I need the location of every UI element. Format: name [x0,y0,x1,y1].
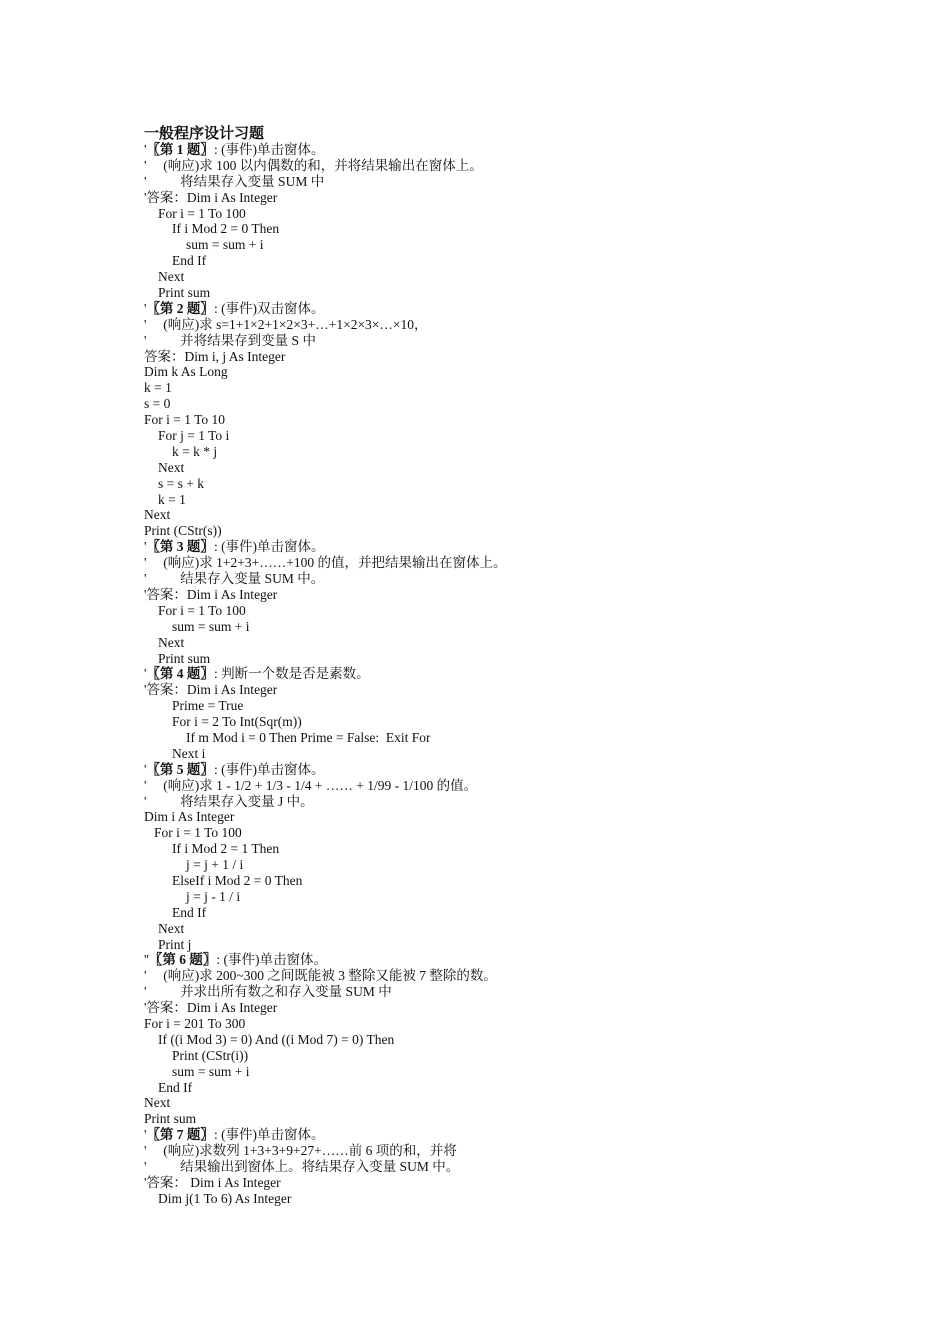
document-line [144,158,864,174]
line-text: ' 将结果存入变量 J 中。 [144,793,314,809]
document-lines [144,142,864,1207]
document-line [144,301,864,317]
line-text: ' 并将结果存到变量 S 中 [144,332,316,348]
line-text: s = 0 [144,396,171,412]
document-line [144,380,864,396]
line-text: s = s + k [158,475,204,491]
document-line [144,937,864,953]
line-text: k = k * j [172,443,218,459]
question-number: 〖第 3 题〗 [146,539,214,555]
line-text: Dim i As Integer [144,809,235,825]
document-line [144,555,864,571]
document-line [144,507,864,523]
document-line [144,1111,864,1127]
line-prefix: ' [144,1127,147,1143]
document-line [144,682,864,698]
line-text: Print (CStr(i)) [172,1047,249,1063]
document-line [144,794,864,810]
document-line [144,333,864,349]
question-number: 〖第 6 题〗 [148,952,217,968]
line-prefix: ' [144,142,147,157]
document-line [144,635,864,651]
document-line [144,698,864,714]
document-line [144,237,864,253]
line-text: For i = 201 To 300 [144,1015,246,1031]
line-text: Print (CStr(s)) [144,523,222,539]
document-title: 一般程序设计习题 [144,124,265,142]
document-line [144,492,864,508]
line-text: For i = 2 To Int(Sqr(m)) [172,714,302,730]
question-number: 〖第 2 题〗 [146,300,214,316]
document-line [144,1143,864,1159]
document-line [144,174,864,190]
question-number: 〖第 4 题〗 [146,666,214,682]
document-line [144,1032,864,1048]
document-line [144,841,864,857]
document-line [144,1175,864,1191]
document-line [144,253,864,269]
document-line [144,651,864,667]
line-text: : 判断一个数是否是素数。 [213,666,370,682]
line-text: Print sum [158,285,211,301]
document-line [144,952,864,968]
line-text: If i Mod 2 = 0 Then [172,221,280,237]
line-text: Next [158,920,185,936]
line-text: ' 结果输出到窗体上。将结果存入变量 SUM 中。 [144,1159,460,1174]
document-line [144,1016,864,1032]
line-text: sum = sum + i [172,1063,250,1079]
line-text: For i = 1 To 100 [158,205,246,221]
line-text: If m Mod i = 0 Then Prime = False: Exit For [186,729,431,745]
line-text: '答案：Dim i As Integer [144,1000,278,1016]
document-line [144,539,864,555]
document-line [144,968,864,984]
document-line [144,412,864,428]
document-content [144,124,864,1207]
line-text: ' (响应)求 1+2+3+……+100 的值，并把结果输出在窗体上。 [144,555,507,571]
line-prefix: '' [144,952,149,968]
document-line [144,142,864,158]
line-text: ElseIf i Mod 2 = 0 Then [172,872,303,888]
document-line [144,1000,864,1016]
line-text: ' (响应)求 200~300 之间既能被 3 整除又能被 7 整除的数。 [144,968,497,984]
document-line [144,190,864,206]
line-text: '答案：Dim i As Integer [144,586,278,602]
line-text: Next [158,634,185,650]
line-text: Print sum [158,650,211,666]
line-text: Next [144,507,171,523]
line-text: For i = 1 To 100 [158,602,246,618]
document-line [144,921,864,937]
line-text: : (事件)单击窗体。 [213,539,325,555]
document-line [144,809,864,825]
document-line [144,587,864,603]
document-line [144,873,864,889]
document-line [144,523,864,539]
document-line [144,1191,864,1207]
document-line [144,571,864,587]
document-line [144,1064,864,1080]
line-text: Dim k As Long [144,364,228,380]
document-line [144,206,864,222]
line-prefix: ' [144,761,147,777]
line-text: Next [144,1095,171,1111]
document-line [144,905,864,921]
document-line [144,285,864,301]
line-text: Next [158,459,185,475]
document-line [144,762,864,778]
line-prefix: ' [144,666,147,682]
document-line [144,317,864,333]
line-text: ' 并求出所有数之和存入变量 SUM 中 [144,984,392,1000]
line-text: : (事件)单击窗体。 [213,142,325,157]
document-line [144,428,864,444]
document-line [144,857,864,873]
line-text: '答案：Dim i As Integer [144,189,278,205]
document-line [144,825,864,841]
line-text: Print sum [144,1111,197,1127]
line-text: : (事件)双击窗体。 [213,300,325,316]
line-text: k = 1 [158,491,186,507]
line-text: ' (响应)求 100 以内偶数的和，并将结果输出在窗体上。 [144,157,483,173]
line-text: j = j + 1 / i [186,857,244,873]
line-text: k = 1 [144,380,172,396]
document-line [144,1159,864,1175]
document-line [144,269,864,285]
line-text: ' (响应)求 1 - 1/2 + 1/3 - 1/4 + …… + 1/99 - 1/100 的值。 [144,777,478,793]
document-line [144,603,864,619]
document-line [144,889,864,905]
line-text: For j = 1 To i [158,428,230,444]
line-text: Prime = True [172,698,244,714]
document-line [144,730,864,746]
line-text: Next i [172,745,206,761]
document-line [144,396,864,412]
line-text: 答案：Dim i, j As Integer [144,348,286,364]
document-line [144,778,864,794]
question-number: 〖第 5 题〗 [146,761,214,777]
line-text: sum = sum + i [172,618,250,634]
line-text: For i = 1 To 10 [144,412,226,428]
line-text: '答案：Dim i As Integer [144,682,278,698]
line-text: j = j - 1 / i [186,888,241,904]
document-line [144,746,864,762]
line-text: Print j [158,936,192,952]
question-number: 〖第 7 题〗 [146,1127,214,1143]
line-text: Dim j(1 To 6) As Integer [158,1190,292,1206]
document-line [144,460,864,476]
document-line [144,349,864,365]
line-text: End If [172,904,207,920]
line-text: : (事件)单击窗体。 [216,952,327,968]
line-text: '答案： Dim i As Integer [144,1174,281,1190]
document-line [144,1127,864,1143]
document-line [144,619,864,635]
document-line [144,476,864,492]
line-text: ' 结果存入变量 SUM 中。 [144,571,325,587]
line-text: Next [158,269,185,285]
document-line [144,444,864,460]
line-text: End If [172,253,207,269]
document-line [144,364,864,380]
line-text: : (事件)单击窗体。 [213,761,325,777]
document-line [144,666,864,682]
line-text: ' 将结果存入变量 SUM 中 [144,173,325,189]
line-text: : (事件)单击窗体。 [213,1127,325,1143]
document-line [144,714,864,730]
document-line [144,221,864,237]
line-prefix: ' [144,539,147,555]
question-number: 〖第 1 题〗 [146,142,214,157]
document-line [144,984,864,1000]
document-line [144,1080,864,1096]
document-line [144,1095,864,1111]
line-text: sum = sum + i [186,237,264,253]
line-text: End If [158,1079,193,1095]
line-text: For i = 1 To 100 [154,825,242,841]
line-text: ' (响应)求数列 1+3+3+9+27+……前 6 项的和，并将 [144,1143,457,1159]
line-text: If ((i Mod 3) = 0) And ((i Mod 7) = 0) Then [158,1031,395,1047]
document-line [144,1048,864,1064]
line-prefix: ' [144,300,147,316]
line-text: If i Mod 2 = 1 Then [172,841,280,857]
line-text: ' (响应)求 s=1+1×2+1×2×3+…+1×2×3×…×10， [144,316,428,332]
